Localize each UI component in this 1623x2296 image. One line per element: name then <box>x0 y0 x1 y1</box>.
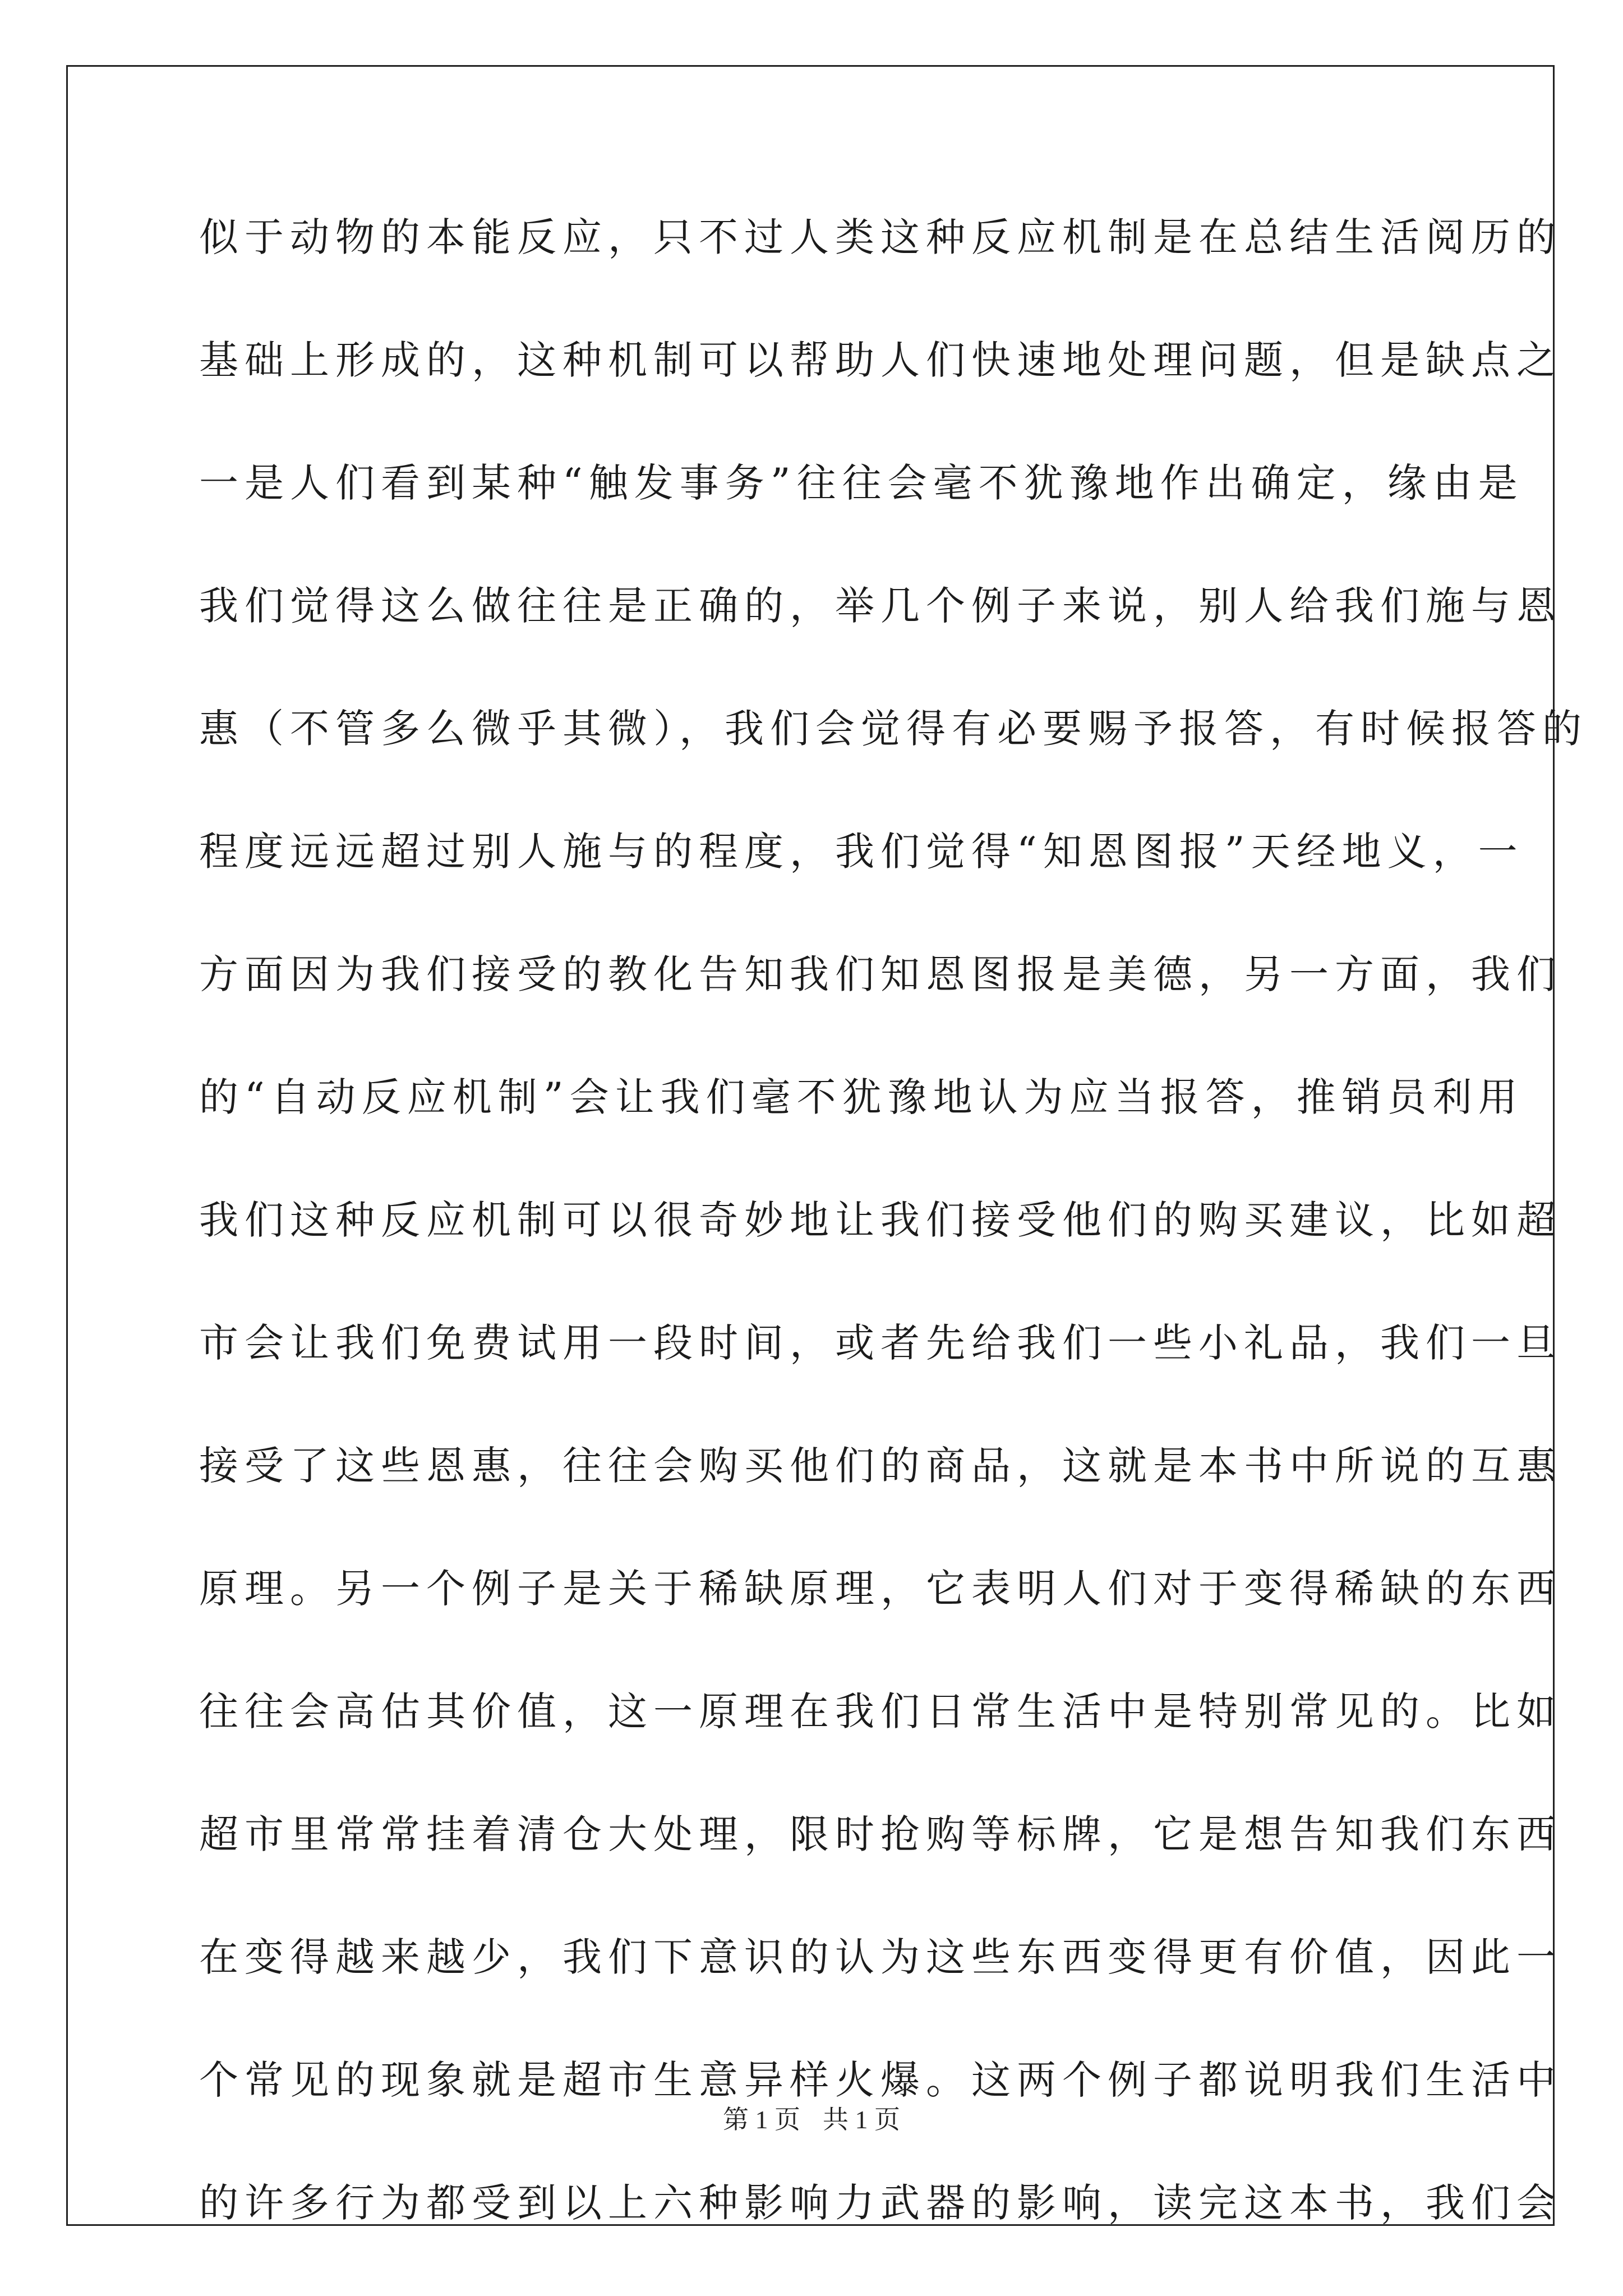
text-line-9: 我们这种反应机制可以很奇妙地让我们接受他们的购买建议，比如超 <box>199 1197 1562 1243</box>
text-line-6: 程度远远超过别人施与的程度，我们觉得“知恩图报”天经地义，一 <box>199 829 1524 875</box>
text-line-14: 超市里常常挂着清仓大处理，限时抢购等标牌，它是想告知我们东西 <box>199 1811 1562 1857</box>
text-line-16: 个常见的现象就是超市生意异样火爆。这两个例子都说明我们生活中 <box>199 2057 1562 2103</box>
text-line-4: 我们觉得这么做往往是正确的，举几个例子来说，别人给我们施与恩 <box>199 583 1562 629</box>
page-total: 共 1 页 <box>823 2105 900 2134</box>
text-line-15: 在变得越来越少，我们下意识的认为这些东西变得更有价值，因此一 <box>199 1934 1562 1980</box>
text-line-8: 的“自动反应机制”会让我们毫不犹豫地认为应当报答，推销员利用 <box>199 1074 1524 1120</box>
text-line-1: 似于动物的本能反应，只不过人类这种反应机制是在总结生活阅历的 <box>199 214 1562 260</box>
body-text <box>199 202 1588 2290</box>
page-number: 第 1 页 <box>723 2105 800 2134</box>
text-line-5: 惠（不管多么微乎其微），我们会觉得有必要赐予报答，有时候报答的 <box>199 706 1588 752</box>
text-line-11: 接受了这些恩惠，往往会购买他们的商品，这就是本书中所说的互惠 <box>199 1443 1562 1489</box>
text-line-13: 往往会高估其价值，这一原理在我们日常生活中是特别常见的。比如 <box>199 1688 1562 1734</box>
text-line-10: 市会让我们免费试用一段时间，或者先给我们一些小礼品，我们一旦 <box>199 1320 1562 1366</box>
text-line-2: 基础上形成的，这种机制可以帮助人们快速地处理问题，但是缺点之 <box>199 337 1562 383</box>
text-line-17: 的许多行为都受到以上六种影响力武器的影响，读完这本书，我们会 <box>199 2180 1562 2226</box>
text-line-3: 一是人们看到某种“触发事务”往往会毫不犹豫地作出确定，缘由是 <box>199 460 1524 506</box>
text-line-12: 原理。另一个例子是关于稀缺原理，它表明人们对于变得稀缺的东西 <box>199 1566 1562 1612</box>
page-footer <box>0 2099 1623 2136</box>
text-line-7: 方面因为我们接受的教化告知我们知恩图报是美德，另一方面，我们 <box>199 951 1562 997</box>
